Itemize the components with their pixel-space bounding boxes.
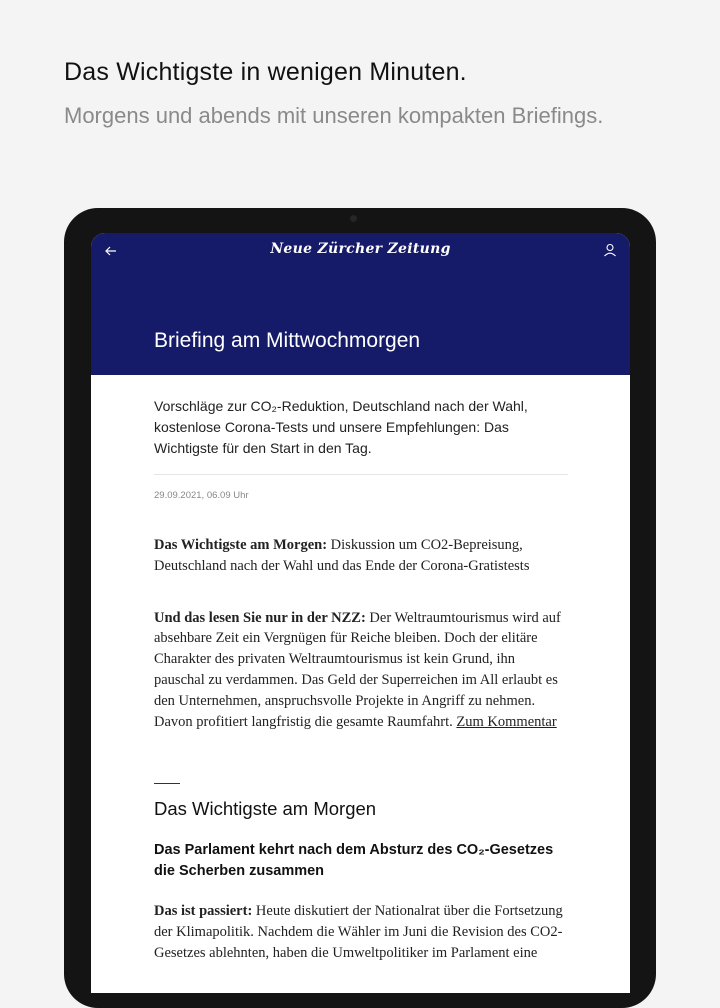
promo-title: Das Wichtigste in wenigen Minuten. [64, 58, 467, 86]
tablet-frame [64, 208, 656, 1008]
paragraph-text: Diskussion um CO2-Bepreisung, Deutschland nach der Wahl und das Ende der Corona-Gratistests [154, 537, 530, 574]
paragraph-text: Heute diskutiert der Nationalrat über die Fortsetzung der Klimapolitik. Nachdem die Wähler im Juni die Revision des CO2-Gesetzes ablehnten, haben die Umweltpolitiker im Parlament eine [154, 903, 563, 961]
article-body [154, 378, 568, 964]
paragraph-news [154, 901, 568, 963]
article-title: Briefing am Mittwochmorgen [154, 329, 421, 352]
paragraph-label: Das ist passiert: [154, 903, 253, 920]
news-headline[interactable]: Das Parlament kehrt nach dem Absturz des CO₂-Gesetzes die Scherben zusammen [154, 842, 554, 880]
nzz-logo: Neue Zürcher Zeitung [270, 241, 451, 257]
article-header [91, 233, 630, 375]
paragraph-label: Und das lesen Sie nur in der NZZ: [154, 609, 366, 626]
user-account-icon[interactable] [602, 242, 618, 258]
paragraph-summary [154, 535, 568, 577]
section-title: Das Wichtigste am Morgen [154, 798, 377, 820]
paragraph-text: Der Weltraumtourismus wird auf absehbare Zeit ein Vergnügen für Reiche bleiben. Doch der elitäre Charakter des privaten Weltraumtourismus ist kein Grund, ihn pauschal zu verdammen. Das Geld der Superreichen im All erlaubt es den Unternehmen, anspruchsvolle Projekte in Angriff zu nehmen. Davon profitiert langfristig die gesamte Raumfahrt. [154, 609, 561, 730]
section-rule [154, 783, 180, 784]
paragraph-label: Das Wichtigste am Morgen: [154, 537, 328, 553]
app-screen [91, 233, 630, 993]
paragraph-nzz-exclusive [154, 608, 568, 733]
divider [154, 474, 568, 475]
article-lead: Vorschläge zur CO₂-Reduktion, Deutschland nach der Wahl, kostenlose Corona-Tests und unsere Empfehlungen: Das Wichtigste für den Start in den Tag. [154, 398, 528, 456]
camera-dot [350, 215, 357, 222]
comment-link[interactable]: Zum Kommentar [456, 713, 557, 730]
publish-date: 29.09.2021, 06.09 Uhr [154, 490, 249, 501]
promo-subtitle: Morgens und abends mit unseren kompakten Briefings. [64, 103, 604, 128]
